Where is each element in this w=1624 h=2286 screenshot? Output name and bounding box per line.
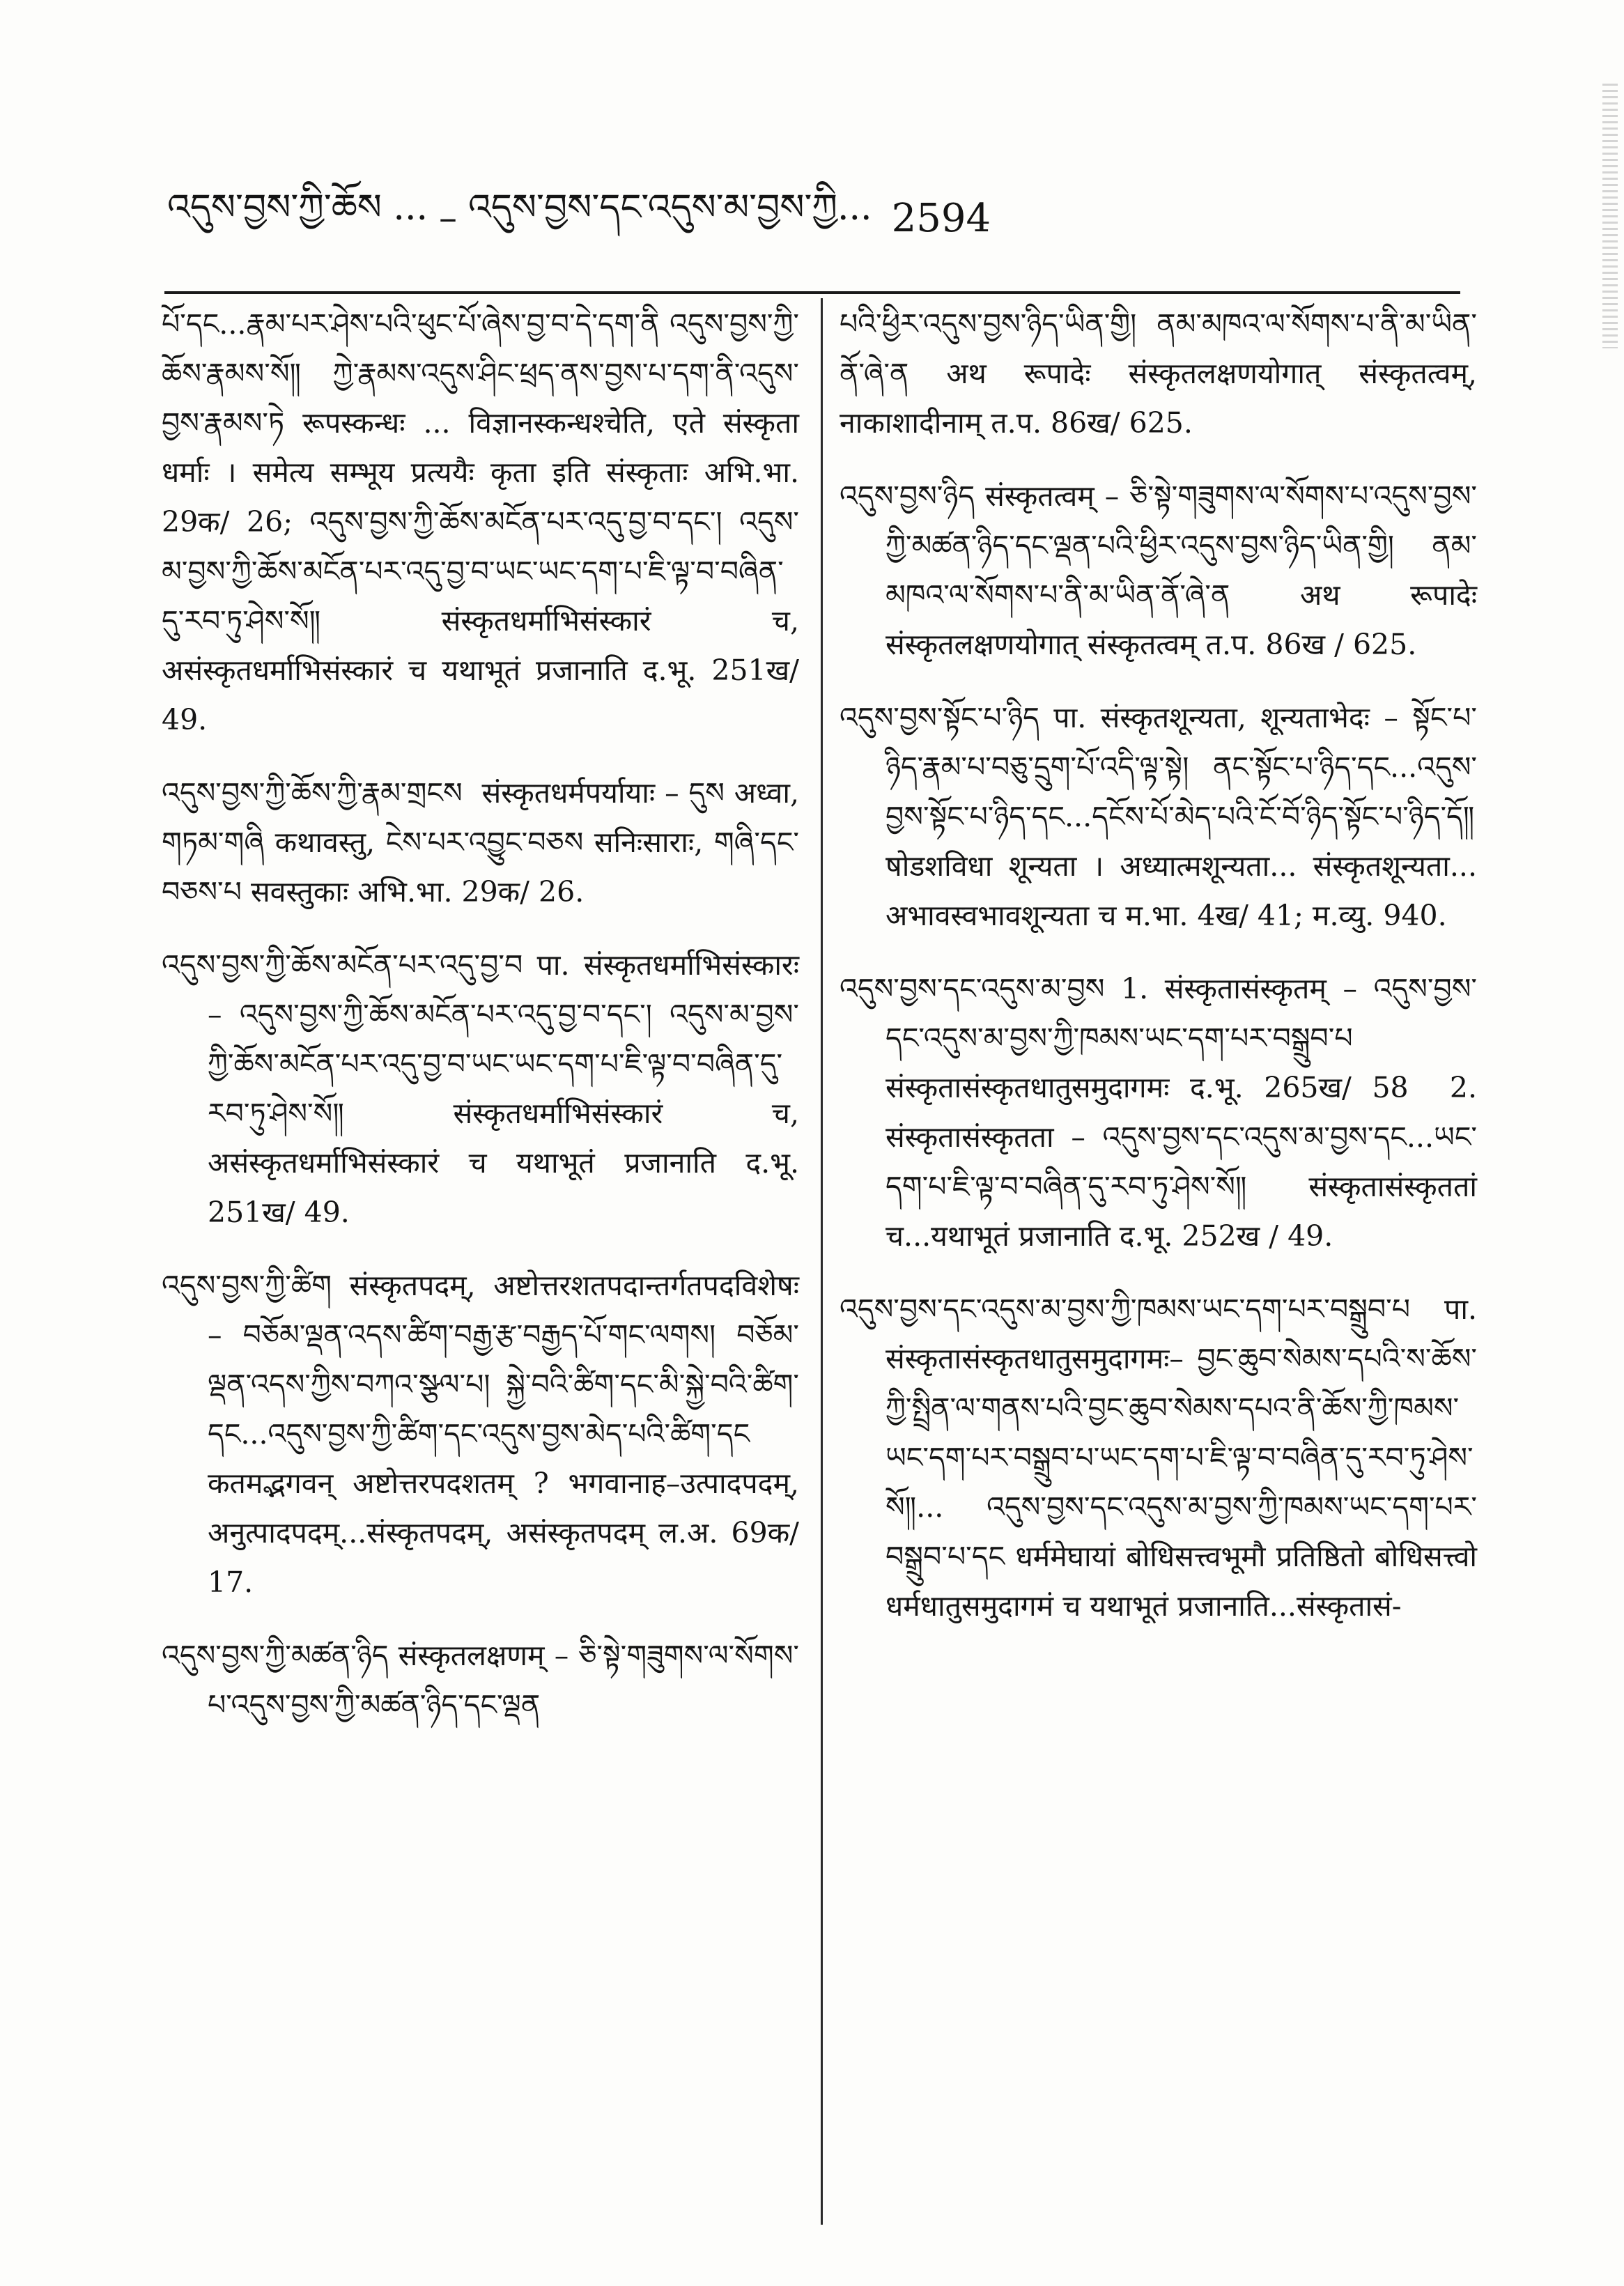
- entry-text: པའི་ཕྱིར་འདུས་བྱས་ཉིད་ཡིན་གྱི། ནམ་མཁའ་ལ་སོགས་པ་ནི་མ་ཡིན་ནོ་ཞེ་ན अथ रूपादेः संस्कृतलक्षणयोगात् संस्कृतत्वम्, नाकाशादीनाम् त.प. 86ख/ 625.: [840, 307, 1487, 440]
- guide-separator: –: [439, 197, 458, 239]
- entry-headword: འདུས་བྱས་དང་འདུས་མ་བྱས་ཀྱི་ཁམས་ཡང་དག་པར་བསྒྲུབ་པ: [840, 1292, 1411, 1326]
- dictionary-entry: [840, 472, 1487, 670]
- entry-text: 1. संस्कृतासंस्कृतम् – འདུས་བྱས་དང་འདུས་མ་བྱས་ཀྱི་ཁམས་ཡང་དག་པར་བསྒྲུབ་པ संस्कृतासंस्कृतधातुसमुदागमः द.भू. 265ख/ 58 2. संस्कृतासंस्कृतता – འདུས་བྱས་དང་འདུས་མ་བྱས་དང...ཡང་དག་པ་ཇི་ལྟ་བ་བཞིན་དུ་རབ་ཏུ་ཤེས་སོ༎ संस्कृतासंस्कृततां च...यथाभूतं प्रजानाति द.भू. 252ख / 49.: [886, 972, 1487, 1253]
- left-guide-word: འདུས་བྱས་ཀྱི་ཆོས ...: [167, 187, 428, 229]
- entry-headword: འདུས་བྱས་དང་འདུས་མ་བྱས: [840, 972, 1105, 1005]
- left-column: [162, 300, 809, 2223]
- entry-text: पा. संस्कृतशून्यता, शून्यताभेदः – སྟོང་པ་ཉིད་རྣམ་པ་བཅུ་དྲུག་པོ་འདི་ལྟ་སྟེ། ནང་སྟོང་པ་ཉིད་དང...འདུས་བྱས་སྟོང་པ་ཉིད་དང...དངོས་པོ་མེད་པའི་ངོ་བོ་ཉིད་སྟོང་པ་ཉིད་དོ༎ षोडशविधा शून्यता । अध्यात्मशून्यता... संस्कृतशून्यता... अभावस्वभावशून्यता च म.भा. 4ख/ 41; म.व्यु. 940.: [886, 701, 1487, 932]
- dictionary-entry: [840, 964, 1487, 1261]
- scan-edge-mark: [1602, 84, 1618, 348]
- dictionary-entry: [162, 1261, 809, 1607]
- entry-headword: འདུས་བྱས་ཀྱི་མཚན་ཉིད: [162, 1639, 389, 1672]
- page-number: 2594: [891, 195, 991, 241]
- column-divider: [821, 298, 823, 2225]
- dictionary-entry: [162, 300, 809, 745]
- dictionary-entry: [840, 693, 1487, 941]
- entry-text: འདུས་བྱས་ཀྱི་ཆོས་ཀྱི་རྣམ་གྲངས संस्कृतधर्मपर्यायाः – དུས अध्वा, གཏམ་གཞི कथावस्तु, ངེས་པར་འབྱུང་བཅས सनिःसाराः, གཞི་དང་བཅས་པ सवस्तुकाः अभि.भा. 29क/ 26.: [162, 776, 809, 909]
- right-guide-word: འདུས་བྱས་དང་འདུས་མ་བྱས་ཀྱི...: [468, 187, 872, 229]
- header-rule: [164, 291, 1460, 294]
- dictionary-entry: [162, 941, 809, 1237]
- entry-headword: འདུས་བྱས་ཀྱི་ཚིག: [162, 1269, 332, 1302]
- entry-headword: འདུས་བྱས་ཀྱི་ཆོས་མངོན་པར་འདུ་བྱ་བ: [162, 948, 523, 982]
- entry-text: संस्कृतलक्षणम् – ཅི་སྟེ་གཟུགས་ལ་སོགས་པ་འདུས་བྱས་ཀྱི་མཚན་ཉིད་དང་ལྡན: [208, 1639, 799, 1722]
- dictionary-entry: [162, 1631, 799, 1730]
- entry-text: संस्कृतत्वम् – ཅི་སྟེ་གཟུགས་ལ་སོགས་པ་འདུས་བྱས་ཀྱི་མཚན་ཉིད་དང་ལྡན་པའི་ཕྱིར་འདུས་བྱས་ཉིད་ཡིན་གྱི། ནམ་མཁའ་ལ་སོགས་པ་ནི་མ་ཡིན་ནོ་ཞེ་ན अथ रूपादेः संस्कृतलक्षणयोगात् संस्कृतत्वम् त.प. 86ख / 625.: [886, 479, 1487, 661]
- right-column: [840, 300, 1487, 2223]
- entry-headword: འདུས་བྱས་སྟོང་པ་ཉིད: [840, 701, 1039, 734]
- dictionary-entry: [840, 1285, 1487, 1631]
- entry-text: པོ་དང...རྣམ་པར་ཤེས་པའི་ཕུང་པོ་ཞེས་བྱ་བ་དེ་དག་ནི འདུས་བྱས་ཀྱི་ཆོས་རྣམས་སོ༎ ཀྱེ་རྣམས་འདུས་ཤིང་ཕྲད་ནས་བྱས་པ་དག་ནི་འདུས་བྱས་རྣམས་ཏེ रूपस्कन्धः ... विज्ञानस्कन्धश्चेति, एते संस्कृता धर्माः । समेत्य सम्भूय प्रत्ययैः कृता इति संस्कृताः अभि.भा. 29क/ 26; འདུས་བྱས་ཀྱི་ཆོས་མངོན་པར་འདུ་བྱ་བ་དང་། འདུས་མ་བྱས་ཀྱི་ཆོས་མངོན་པར་འདུ་བྱ་བ་ཡང་ཡང་དག་པ་ཇི་ལྟ་བ་བཞིན་དུ་རབ་ཏུ་ཤེས་སོ༎ संस्कृतधर्माभिसंस्कारं च, असंस्कृतधर्माभिसंस्कारं च यथाभूतं प्रजानाति द.भू. 251ख/ 49.: [162, 307, 809, 736]
- entry-headword: འདུས་བྱས་ཉིད: [840, 479, 975, 513]
- entry-text: पा. संस्कृतासंस्कृतधातुसमुदागमः– བྱང་ཆུབ་སེམས་དཔའི་ས་ཆོས་ཀྱི་སྤྲིན་ལ་གནས་པའི་བྱང་ཆུབ་སེམས་དཔའ་ནི་ཆོས་ཀྱི་ཁམས་ཡང་དག་པར་བསྒྲུབ་པ་ཡང་དག་པ་ཇི་ལྟ་བ་བཞིན་དུ་རབ་ཏུ་ཤེས་སོ༎... འདུས་བྱས་དང་འདུས་མ་བྱས་ཀྱི་ཁམས་ཡང་དག་པར་བསྒྲུབ་པ་དང धर्ममेघायां बोधिसत्त्वभूमौ प्रतिष्ठितो बोधिसत्त्वो धर्मधातुसमुदागमं च यथाभूतं प्रजानाति...संस्कृतासं-: [886, 1292, 1487, 1623]
- running-header: [167, 187, 1463, 249]
- dictionary-entry: [840, 300, 1487, 448]
- entry-text: संस्कृतपदम्, अष्टोत्तरशतपदान्तर्गतपदविशेषः – བཅོམ་ལྡན་འདས་ཚིག་བརྒྱ་རྩ་བརྒྱད་པོ་གང་ལགས། བཅོམ་ལྡན་འདས་ཀྱིས་བཀའ་སྩལ་པ། སྐྱེ་བའི་ཚིག་དང་མི་སྐྱེ་བའི་ཚིག་དང...འདུས་བྱས་ཀྱི་ཚིག་དང་འདུས་བྱས་མེད་པའི་ཚིག་དང कतमद्भगवन् अष्टोत्तरपदशतम् ? भगवानाह–उत्पादपदम्, अनुत्पादपदम्...संस्कृतपदम्, असंस्कृतपदम् ल.अ. 69क/ 17.: [208, 1269, 809, 1599]
- dictionary-entry: [162, 769, 809, 917]
- entry-text: पा. संस्कृतधर्माभिसंस्कारः – འདུས་བྱས་ཀྱི་ཆོས་མངོན་པར་འདུ་བྱ་བ་དང་། འདུས་མ་བྱས་ཀྱི་ཆོས་མངོན་པར་འདུ་བྱ་བ་ཡང་ཡང་དག་པ་ཇི་ལྟ་བ་བཞིན་དུ་རབ་ཏུ་ཤེས་སོ༎ संस्कृतधर्माभिसंस्कारं च, असंस्कृतधर्माभिसंस्कारं च यथाभूतं प्रजानाति द.भू. 251ख/ 49.: [208, 948, 809, 1229]
